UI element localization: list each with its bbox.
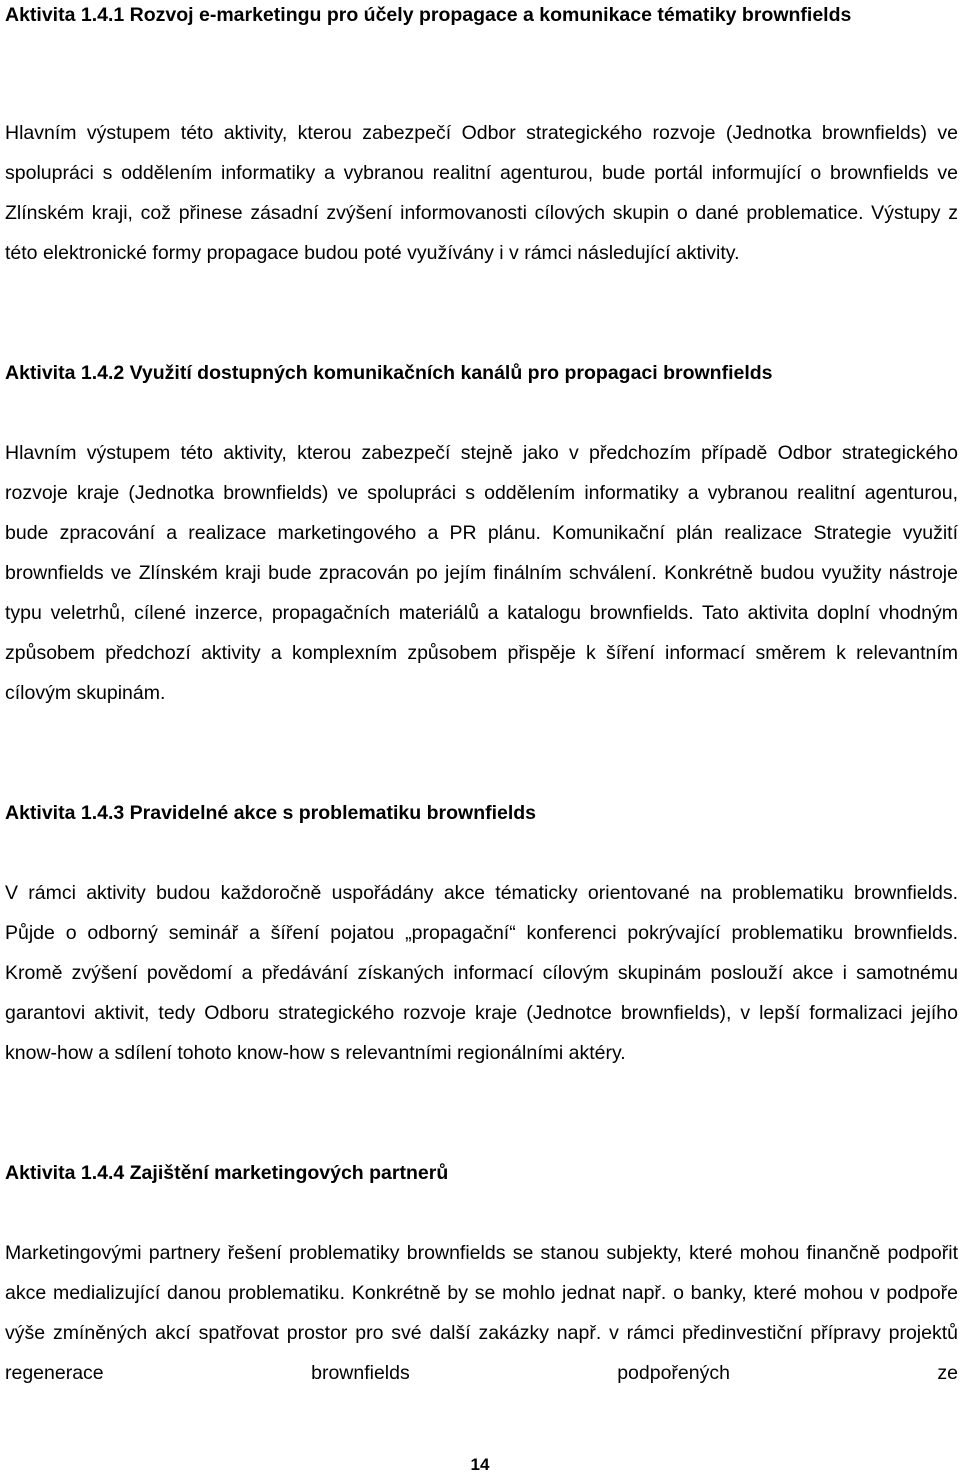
- section-heading-1-4-3: Aktivita 1.4.3 Pravidelné akce s problematiku brownfields: [5, 802, 537, 824]
- section-heading-1-4-2: Aktivita 1.4.2 Využití dostupných komunikačních kanálů pro propagaci brownfields: [5, 362, 773, 384]
- section-heading-1-4-1: Aktivita 1.4.1 Rozvoj e-marketingu pro účely propagace a komunikace tématiky brownfields: [5, 4, 852, 26]
- section-paragraph-1-4-1: Hlavním výstupem této aktivity, kterou zabezpečí Odbor strategického rozvoje (Jednotka brownfields) ve spolupráci s oddělením informatiky a vybranou realitní agenturou, bude portál informující o brownfields ve Zlínském kraji, což přinese zásadní zvýšení informovanosti cílových skupin o dané problematice. Výstupy z této elektronické formy propagace budou poté využívány i v rámci následující aktivity.: [5, 122, 958, 264]
- section-paragraph-1-4-3: V rámci aktivity budou každoročně uspořádány akce tématicky orientované na problematiku brownfields. Půjde o odborný seminář a šíření pojatou „propagační“ konferenci pokrývající problematiku brownfields. Kromě zvýšení povědomí a předávání získaných informací cílovým skupinám poslouží akce i samotnému garantovi aktivit, tedy Odboru strategického rozvoje kraje (Jednotce brownfields), v lepší formalizaci jejího know-how a sdílení tohoto know-how s relevantními regionálními aktéry.: [5, 882, 958, 1064]
- section-heading-1-4-4: Aktivita 1.4.4 Zajištění marketingových partnerů: [5, 1162, 449, 1184]
- section-paragraph-1-4-4: Marketingovými partnery řešení problematiky brownfields se stanou subjekty, které mohou finančně podpořit akce medializující danou problematiku. Konkrétně by se mohlo jednat např. o banky, které mohou v podpoře výše zmíněných akcí spatřovat prostor pro své další zakázky např. v rámci předinvestiční přípravy projektů regenerace brownfields podpořených ze: [5, 1242, 958, 1384]
- section-paragraph-1-4-2: Hlavním výstupem této aktivity, kterou zabezpečí stejně jako v předchozím případě Odbor strategického rozvoje kraje (Jednotka brownfields) ve spolupráci s oddělením informatiky a vybranou realitní agenturou, bude zpracování a realizace marketingového a PR plánu. Komunikační plán realizace Strategie využití brownfields ve Zlínském kraji bude zpracován po jejím finálním schválení. Konkrétně budou využity nástroje typu veletrhů, cílené inzerce, propagačních materiálů a katalogu brownfields. Tato aktivita doplní vhodným způsobem předchozí aktivity a komplexním způsobem přispěje k šíření informací směrem k relevantním cílovým skupinám.: [5, 442, 958, 704]
- page-number: 14: [470, 1455, 490, 1474]
